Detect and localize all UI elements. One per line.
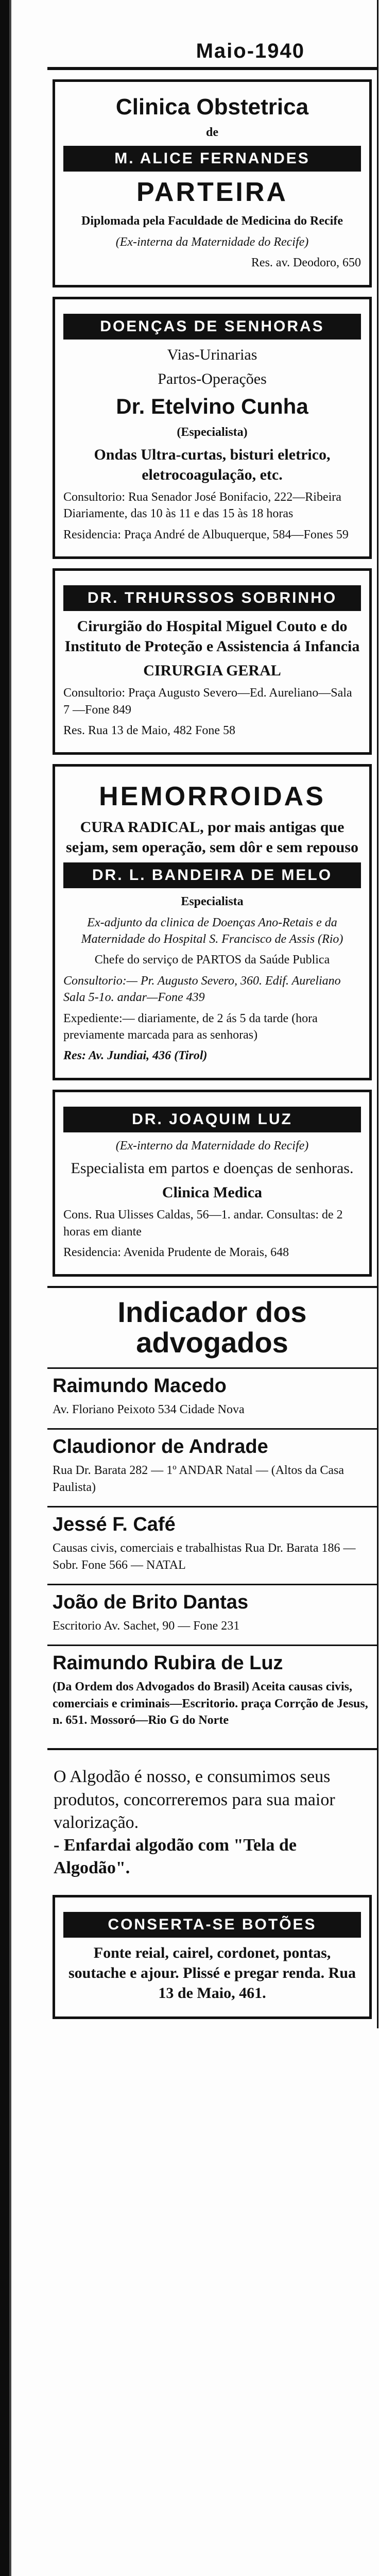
- ad-doctor: DR. JOAQUIM LUZ: [63, 1107, 361, 1132]
- ad-clinica: Clinica Medica: [162, 1184, 263, 1201]
- ad-consultorio: Consultorio: Rua Senador José Bonifacio, 222—Ribeira Diariamente, das 10 às 11 e das 15 às 18 horas: [63, 490, 341, 521]
- ad-conserta-botoes: [53, 1895, 372, 2019]
- ad-header: DOENÇAS DE SENHORAS: [63, 314, 361, 340]
- algodao-quote: - Enfardai algodão com "Tela de Algodão".: [54, 1836, 297, 1878]
- ad-consultorio: Cons. Rua Ulisses Caldas, 56—1. andar. Consultas: de 2 horas em diante: [63, 1208, 343, 1239]
- lawyer-name: Raimundo Macedo: [53, 1375, 227, 1397]
- list-item: [47, 1506, 377, 1584]
- ad-description: Cirurgião do Hospital Miguel Couto e do Instituto de Proteção e Assistencia á Infancia: [64, 618, 360, 655]
- ad-line1: Vias-Urinarias: [167, 346, 257, 363]
- ad-doctor: Dr. Etelvino Cunha: [116, 394, 308, 418]
- ad-hemorroidas: [53, 764, 372, 1080]
- list-item: [47, 1645, 377, 1739]
- ad-chefe: Chefe do serviço de PARTOS da Saúde Publica: [94, 953, 330, 967]
- lawyer-name: Raimundo Rubira de Luz: [53, 1652, 283, 1674]
- ad-ex: Ex-adjunto da clinica de Doenças Ano-Retais e da Maternidade do Hospital S. Francisco de Assis (Rio): [81, 916, 343, 946]
- ad-de: de: [206, 126, 218, 139]
- algodao-notice: [47, 1759, 377, 1886]
- ad-header: DR. TRHURSSOS SOBRINHO: [63, 585, 361, 611]
- ad-address: Res. av. Deodoro, 650: [251, 256, 361, 270]
- algodao-text: O Algodão é nosso, e consumimos seus produtos, concorreremos para sua maior valorização.: [54, 1767, 335, 1832]
- ad-residence: Res: Av. Jundiai, 436 (Tirol): [63, 1049, 208, 1063]
- classified-column: [47, 0, 378, 2028]
- ad-specialist: (Especialista): [177, 425, 248, 439]
- lawyer-name: Claudionor de Andrade: [53, 1436, 268, 1458]
- lawyer-name: João de Brito Dantas: [53, 1591, 249, 1613]
- ad-doencas-senhoras: [53, 297, 372, 560]
- ad-services: Ondas Ultra-curtas, bisturi eletrico, eletrocoagulação, etc.: [94, 446, 331, 483]
- ad-dr-joaquim-luz: [53, 1090, 372, 1277]
- ad-doctor: M. ALICE FERNANDES: [63, 146, 361, 172]
- ad-specialty: PARTEIRA: [136, 177, 288, 208]
- section-divider: [47, 1286, 377, 1288]
- ad-ex: (Ex-interno da Maternidade do Recife): [115, 1139, 309, 1153]
- ad-residencia: Residencia: Avenida Prudente de Morais, 648: [63, 1245, 289, 1259]
- lawyer-detail: (Da Ordem dos Advogados do Brasil) Aceita causas civis, comerciais e criminais—Escritorio. praça Corrção de Jesus, n. 651. Mossoró—Rio G do Norte: [53, 1680, 368, 1727]
- ad-clinica-obstetrica: [53, 79, 372, 287]
- lawyer-detail: Escritorio Av. Sachet, 90 — Fone 231: [53, 1619, 240, 1633]
- lawyer-list: [47, 1367, 377, 1739]
- ad-title: Clinica Obstetrica: [115, 94, 309, 120]
- ad-expediente: Expediente:— diariamente, de 2 ás 5 da tarde (hora previamente marcada para as senhoras): [63, 1011, 318, 1042]
- ad-line2: Partos-Operações: [158, 370, 267, 387]
- dateline-text: Maio-1940: [196, 40, 305, 62]
- ad-header: CONSERTA-SE BOTÕES: [63, 1912, 361, 1938]
- ad-doctor: DR. L. BANDEIRA DE MELO: [63, 862, 361, 888]
- section-divider: [47, 1748, 377, 1750]
- list-item: [47, 1428, 377, 1506]
- list-item: [47, 1367, 377, 1428]
- ad-consultorio: Consultorio: Praça Augusto Severo—Ed. Aureliano—Sala 7 —Fone 849: [63, 686, 352, 717]
- ad-dr-sobrinho: [53, 568, 372, 755]
- ad-cura: CURA RADICAL, por mais antigas que sejam, sem operação, sem dôr e sem repouso: [66, 819, 358, 856]
- ad-line1: Diplomada pela Faculdade de Medicina do Recife: [81, 214, 343, 228]
- ad-cirurgia: CIRURGIA GERAL: [143, 662, 281, 680]
- ad-residence: Res. Rua 13 de Maio, 482 Fone 58: [63, 723, 235, 737]
- ad-especialista: Especialista em partos e doenças de senhoras.: [71, 1160, 354, 1177]
- ad-title: HEMORROIDAS: [99, 782, 325, 812]
- indicador-title: Indicador dos advogados: [117, 1296, 307, 1359]
- lawyer-detail: Rua Dr. Barata 282 — 1º ANDAR Natal — (Altos da Casa Paulista): [53, 1464, 344, 1494]
- list-item: [47, 1584, 377, 1645]
- ad-consultorio: Consultorio:— Pr. Augusto Severo, 360. Edif. Aureliano Sala 5-1o. andar—Fone 439: [63, 974, 341, 1005]
- lawyer-detail: Av. Floriano Peixoto 534 Cidade Nova: [53, 1402, 245, 1416]
- page-edge-shadow: [0, 0, 13, 2576]
- lawyer-name: Jessé F. Café: [53, 1514, 176, 1536]
- lawyer-detail: Causas civis, comerciais e trabalhistas Rua Dr. Barata 186 — Sobr. Fone 566 — NATAL: [53, 1541, 356, 1572]
- ad-residencia: Residencia: Praça André de Albuquerque, 584—Fones 59: [63, 528, 349, 541]
- ad-especialista: Especialista: [181, 895, 244, 909]
- ad-text: Fonte reial, cairel, cordonet, pontas, soutache e ajour. Plissé e pregar renda. Rua 13 de Maio, 461.: [68, 1944, 356, 2002]
- dateline: [47, 0, 377, 70]
- ad-line2: (Ex-interna da Maternidade do Recife): [115, 235, 309, 249]
